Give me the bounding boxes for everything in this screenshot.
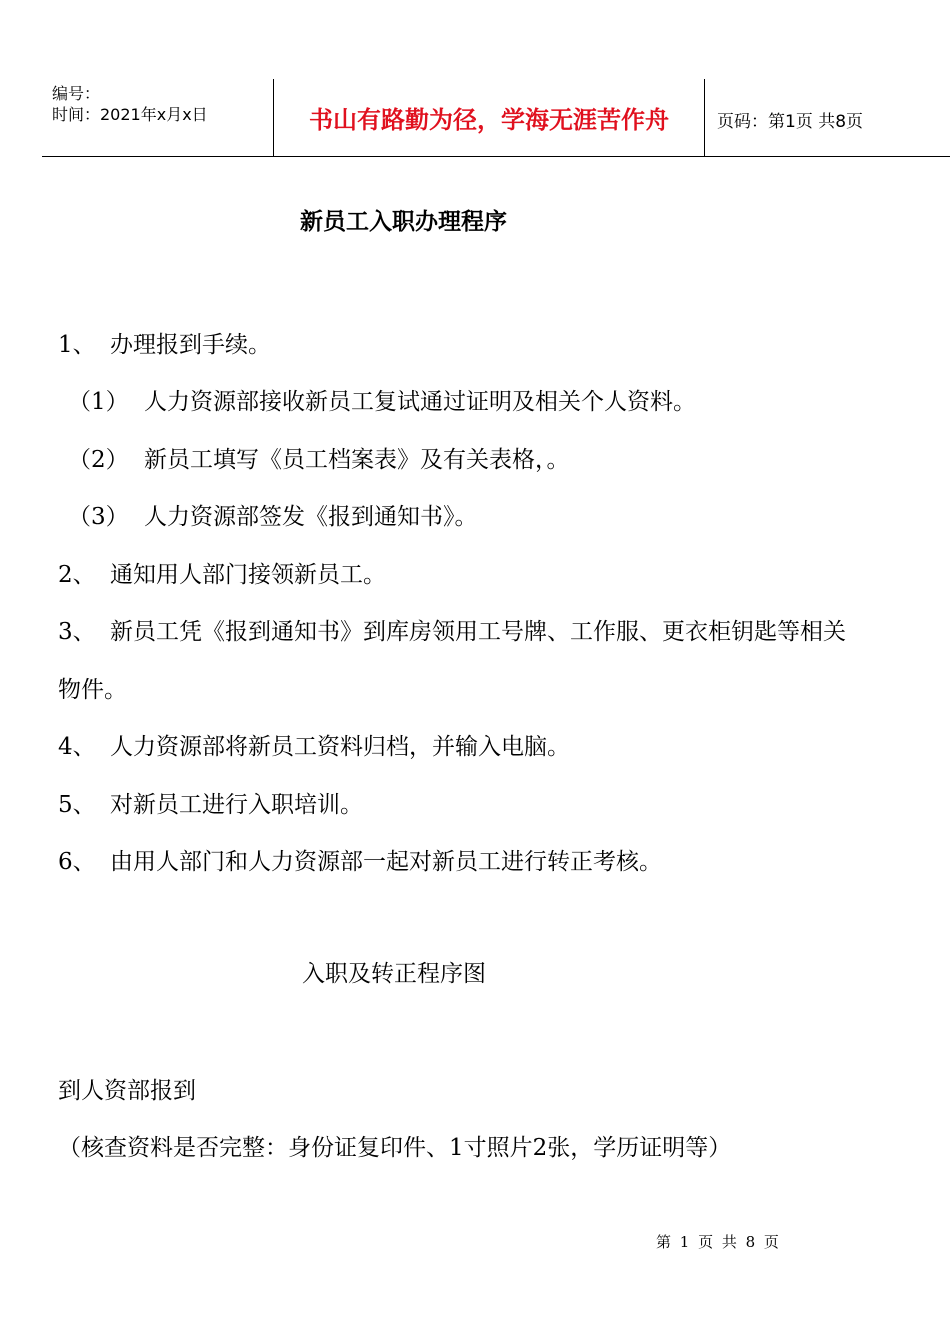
section-subtitle: 入职及转正程序图 <box>302 961 486 987</box>
time-label: 时间：2021年x月x日 <box>52 105 208 124</box>
step-number: 4、 <box>58 734 96 760</box>
step-text: 人力资源部签发《报到通知书》。 <box>144 504 478 530</box>
step-text: 物件。 <box>58 677 127 703</box>
step-text: 人力资源部将新员工资料归档，并输入电脑。 <box>110 734 570 760</box>
page-label: 页码：第1页 共8页 <box>717 112 864 132</box>
step-number: 3、 <box>58 619 96 645</box>
flow-step-note: （核查资料是否完整：身份证复印件、1寸照片2张，学历证明等） <box>58 1135 732 1161</box>
list-item <box>58 556 386 589</box>
list-item <box>58 843 662 876</box>
document-header <box>42 79 950 157</box>
step-number: （2） <box>68 447 129 473</box>
step-text: 新员工填写《员工档案表》及有关表格，。 <box>144 447 570 473</box>
step-text: 新员工凭《报到通知书》到库房领用工号牌、工作服、更衣柜钥匙等相关 <box>110 619 846 645</box>
step-number: （1） <box>68 389 129 415</box>
header-motto-cell <box>274 79 705 156</box>
list-item <box>58 613 846 646</box>
page-footer: 第 1 页 共 8 页 <box>656 1233 781 1251</box>
step-number: 2、 <box>58 562 96 588</box>
document-title: 新员工入职办理程序 <box>300 208 507 235</box>
number-label: 编号： <box>52 84 101 103</box>
step-number: 6、 <box>58 849 96 875</box>
flow-step: 到人资部报到 <box>58 1078 196 1104</box>
list-item <box>68 498 478 531</box>
step-text: 人力资源部接收新员工复试通过证明及相关个人资料。 <box>144 389 696 415</box>
step-text: 办理报到手续。 <box>110 332 271 358</box>
list-item <box>58 326 271 359</box>
header-page-cell <box>705 79 950 156</box>
step-text: 通知用人部门接领新员工。 <box>110 562 386 588</box>
list-item <box>68 441 570 474</box>
list-item <box>68 383 696 416</box>
step-number: 5、 <box>58 792 96 818</box>
motto: 书山有路勤为径，学海无涯苦作舟 <box>309 106 669 134</box>
header-meta <box>42 79 274 156</box>
step-text: 由用人部门和人力资源部一起对新员工进行转正考核。 <box>110 849 662 875</box>
list-item <box>58 786 363 819</box>
list-item-continuation <box>58 671 127 704</box>
step-number: 1、 <box>58 332 96 358</box>
step-text: 对新员工进行入职培训。 <box>110 792 363 818</box>
step-number: （3） <box>68 504 129 530</box>
list-item <box>58 728 570 761</box>
